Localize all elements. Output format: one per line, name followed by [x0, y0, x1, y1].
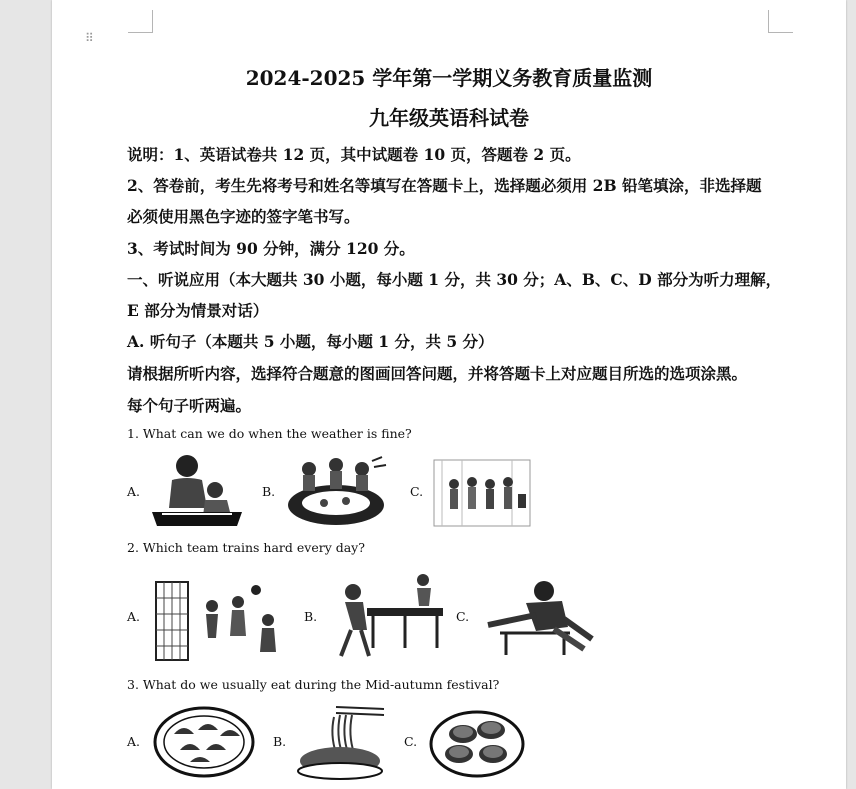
drag-handle-icon[interactable]: ⠿ — [85, 31, 95, 45]
part-a-instruction-2: 每个句子听两遍。 — [127, 396, 252, 415]
dumplings-plate-image — [152, 704, 256, 780]
q3-option-c-label[interactable]: C. — [404, 734, 418, 749]
family-picnic-image — [147, 450, 247, 530]
section-heading-line-2: E 部分为情景对话） — [127, 301, 269, 320]
part-a-instruction-1: 请根据所听内容，选择符合题意的图画回答问题，并将答题卡上对应题目所选的选项涂黑。 — [127, 364, 748, 383]
page-title: 2024-2025 学年第一学期义务教育质量监测 — [245, 66, 653, 90]
street-crowd-image — [432, 458, 532, 528]
question-2-text: 2. Which team trains hard every day? — [127, 540, 365, 555]
section-heading-line-1: 一、听说应用（本大题共 30 小题，每小题 1 分，共 30 分；A、B、C、D 部分为听力理解， — [127, 270, 782, 289]
instruction-line-2: 2、答卷前，考生先将考号和姓名等填写在答题卡上，选择题必须用 2B 铅笔填涂，非选择题 — [127, 176, 762, 195]
document-page — [52, 0, 846, 789]
noodles-bowl-image — [296, 705, 386, 783]
hurdle-jumper-image — [480, 575, 595, 657]
instruction-line-4: 3、考试时间为 90 分钟，满分 120 分。 — [127, 239, 415, 258]
q1-option-b-label[interactable]: B. — [262, 484, 276, 499]
page-subtitle: 九年级英语科试卷 — [369, 106, 529, 130]
q2-option-b-label[interactable]: B. — [304, 609, 318, 624]
question-3-text: 3. What do we usually eat during the Mid-autumn festival? — [127, 677, 500, 692]
instruction-line-1: 说明：1、英语试卷共 12 页，其中试题卷 10 页，答题卷 2 页。 — [127, 145, 581, 164]
instruction-line-3: 必须使用黑色字迹的签字笔书写。 — [127, 207, 360, 226]
mooncakes-plate-image — [429, 704, 526, 780]
q1-option-a-label[interactable]: A. — [127, 484, 141, 499]
q2-option-c-label[interactable]: C. — [456, 609, 470, 624]
q2-option-a-label[interactable]: A. — [127, 609, 141, 624]
question-1-text: 1. What can we do when the weather is fine? — [127, 426, 412, 441]
q3-option-a-label[interactable]: A. — [127, 734, 141, 749]
q1-option-c-label[interactable]: C. — [410, 484, 424, 499]
volleyball-team-image — [150, 572, 285, 664]
crop-mark-top-right — [768, 10, 793, 33]
group-picnic-image — [284, 455, 389, 530]
part-a-title: A. 听句子（本题共 5 小题，每小题 1 分，共 5 分） — [127, 332, 494, 351]
crop-mark-top-left — [128, 10, 153, 33]
q3-option-b-label[interactable]: B. — [273, 734, 287, 749]
table-tennis-image — [327, 570, 447, 662]
